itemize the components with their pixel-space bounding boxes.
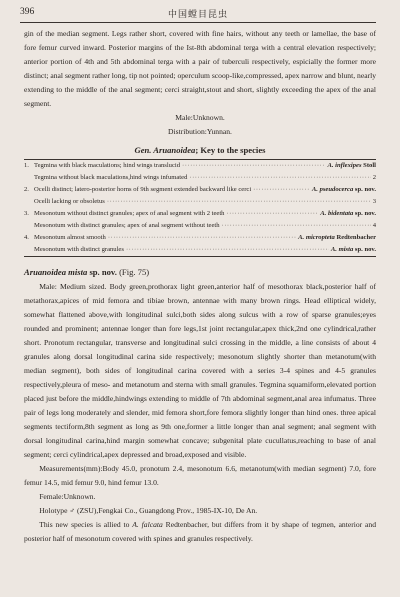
key-row-text: Ocelli lacking or obsoletus — [34, 198, 105, 205]
distribution-note: Distribution:Yunnan. — [168, 127, 232, 136]
key-row-text: Mesonotum almost smooth — [34, 234, 106, 241]
key-row — [24, 196, 376, 208]
measurements: Measurements(mm):Body 45.0, pronotum 2.4, mesonotum 6.6, metanotum(with median segment) 7.0, fore femur 14.5, mid femur 9.0, hind femur 13.0. — [24, 464, 376, 487]
species-author: Stoll — [363, 162, 376, 169]
key-row — [24, 220, 376, 232]
species-name: A. pseudocerca — [311, 186, 354, 193]
key-leader-dots — [182, 160, 325, 172]
key-row — [24, 232, 376, 244]
key-couplet-number: 2. — [24, 186, 29, 193]
genus-name: Gen. Aruanoidea — [134, 145, 196, 155]
species-author: sp. nov. — [354, 186, 376, 193]
key-row — [24, 208, 376, 220]
key-leader-dots — [108, 232, 296, 244]
species-name: A. mista — [330, 246, 354, 253]
species-author: Redtenbacher — [336, 234, 376, 241]
key-row-result — [327, 160, 376, 172]
allied-text-start: This new species is allied to — [39, 520, 133, 529]
species-name: A. bidentata — [320, 210, 354, 217]
key-leader-dots — [253, 184, 310, 196]
running-header — [20, 6, 376, 23]
key-row — [24, 172, 376, 184]
key-couplet-number: 4. — [24, 234, 29, 241]
key-leader-dots — [126, 244, 329, 256]
species-key — [24, 159, 376, 257]
holotype: Holotype ♂ (ZSU),Fengkai Co., Guangdong Prov., 1985-IX-10, De An. — [39, 506, 258, 515]
figure-reference: (Fig. 75) — [119, 267, 150, 277]
male-note: Male:Unknown. — [175, 113, 225, 122]
species-heading — [24, 265, 376, 280]
key-couplet-number: 3. — [24, 210, 29, 217]
key-leader-dots — [189, 172, 370, 184]
species-author: sp. nov. — [354, 246, 376, 253]
key-row-result — [320, 208, 376, 220]
key-row-text: Mesonotum without distinct granules; apex of anal segment with 2 teeth — [34, 210, 225, 217]
species-heading-status: sp. nov. — [89, 267, 117, 277]
species-name: A. micropteta — [298, 234, 335, 241]
species-heading-name: Aruanoidea mista — [24, 267, 88, 277]
page-content — [24, 27, 376, 546]
running-title: 中国螳目昆虫 — [167, 9, 228, 19]
key-row-text: Mesonotum with distinct granules; apex of anal segment without teeth — [34, 222, 220, 229]
key-row-result — [312, 184, 376, 196]
key-row-result: 4 — [372, 222, 376, 229]
key-row-result: 3 — [372, 198, 376, 205]
key-row-text: Tegmina without black maculations,hind wings infumated — [34, 174, 188, 181]
allied-text-end: Redtenbacher, but differs from it by shape of tegmen, anterior and posterior half of mesonotum covered with spines and granules respectively. — [24, 520, 377, 543]
species-name: A. inflexipes — [327, 162, 362, 169]
key-leader-dots — [107, 196, 371, 208]
species-author: sp. nov. — [354, 210, 376, 217]
allied-note — [24, 518, 376, 546]
key-row-result — [298, 232, 376, 244]
key-row-text: Ocelli distinct; latero-posterior horns of 9th segment extended backward like cerci — [34, 186, 252, 193]
key-row — [24, 244, 376, 256]
female-note: Female:Unknown. — [39, 492, 96, 501]
key-leader-dots — [226, 208, 318, 220]
key-leader-dots — [222, 220, 371, 232]
allied-species: A. falcata — [132, 520, 163, 529]
key-row-text: Mesonotum with distinct granules — [34, 246, 124, 253]
key-row-text: Tegmina with black maculations; hind wings translucid — [34, 162, 181, 169]
key-heading — [24, 145, 376, 155]
key-row — [24, 160, 376, 172]
key-row — [24, 184, 376, 196]
species-description: Male: Medium sized. Body green,prothorax light green,anterior half of mesothorax black,posterior half of metathorax,apices of mid femora and tibiae brown, antennae with many brown rings. Head elliptical widely, somewhat flattened above,with longitudinal sulci,both sides along sulcus with a row of sparse granules;eyes rounded and prominent; antennae longer than fore legs,1st joint rectangular,apex thick,2nd one cylindrical,rather short. Pronotum rectangular, transverse and longitudinal sulci crossing in the middle, a line consists of about 4 granules along dorsal longitudinal carina side respectively; mesonotum slightly shorter than metanotum(with median segment), both sides of longitudinal carina covered with a series 3-4 spines and 4-5 granules respectively,pleura of meso- and metanotum and sterna with small granules. Tegmina squamiform,elevated portion placed just before the middle,hindwings extending to middle of 7th abdominal segment,anal area infumatus. Three pair of legs long moderately and slender, mid femora short,fore femora slightly longer than hind ones. three apical segments tectiform,8th segment as long as 9th one,former a little longer than anal segment; anal segment with dorsal longitudinal carina,hind margin somewhat concave; subgenital plate cucullatus,reaching to base of anal segment; cerci cylindrical,apex depressed and broad,exposed and visible. — [24, 282, 376, 459]
key-row-result — [331, 244, 376, 256]
key-heading-rest: ; Key to the species — [195, 145, 266, 155]
key-row-result: 2 — [372, 174, 376, 181]
intro-paragraph: gin of the median segment. Legs rather short, covered with fine hairs, without any teeth or lamellae, the base of fore femur curved inward. Posterior margins of the Ist-8th abdominal terga with a central elevation respectively; anterior portion of 4th and 5th abdominal terga with a pair of tuberculi respectively, espicially the former more distinct; anal segment rather long, tip not pointed; operculum scoop-like,compressed, apex narrow and blunt, nearly extending to the middle of the anal segment; cerci straight,stout and short, slightly exceeding the apex of the anal segment. — [24, 29, 376, 108]
page-number: 396 — [20, 7, 35, 17]
key-couplet-number: 1. — [24, 162, 29, 169]
